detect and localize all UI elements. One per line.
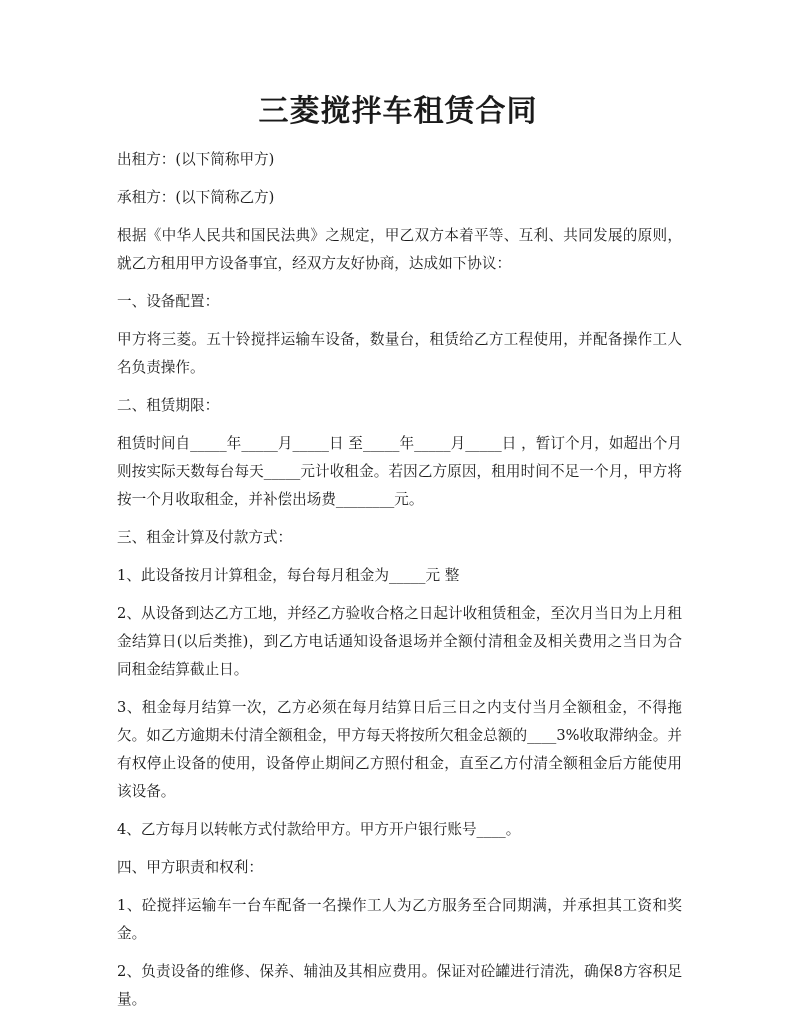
document-body [117,146,682,1024]
section-heading-term: 二、租赁期限： [117,397,220,414]
duty-clause-2: 2、负责设备的维修、保养、辅油及其相应费用。保证对砼罐进行清洗，确保8方容积足量。 [117,963,682,1008]
payment-clause-2: 2、从设备到达乙方工地，并经乙方验收合格之日起计收租赁租金，至次月当日为上月租金结算日(以后类推)，到乙方电话通知设备退场并全额付清租金及相关费用之当日为合同租金结算截止日。 [117,605,682,678]
preamble-paragraph: 根据《中华人民共和国民法典》之规定，甲乙双方本着平等、互利、共同发展的原则，就乙方租用甲方设备事宜，经双方友好协商，达成如下协议： [117,227,682,272]
section-heading-payment: 三、租金计算及付款方式： [117,529,293,546]
party-b-line: 承租方：(以下简称乙方) [117,189,275,206]
duty-clause-1: 1、砼搅拌运输车一台车配备一名操作工人为乙方服务至合同期满，并承担其工资和奖金。 [117,897,682,942]
party-a-line: 出租方：(以下简称甲方) [117,151,275,168]
section-heading-party-a-duties: 四、甲方职责和权利： [117,859,263,876]
section-heading-equipment: 一、设备配置： [117,293,220,310]
payment-clause-1: 1、此设备按月计算租金，每台每月租金为_____元 整 [117,567,460,584]
payment-clause-3: 3、租金每月结算一次，乙方必须在每月结算日后三日之内支付当月全额租金，不得拖欠。如乙方逾期未付清全额租金，甲方每天将按所欠租金总额的____3%收取滞纳金。并有权停止设备的使用，设备停止期间乙方照付租金，直至乙方付清全额租金后方能使用该设备。 [117,699,682,800]
document-title: 三菱搅拌车租赁合同 [258,94,538,129]
payment-clause-4: 4、乙方每月以转帐方式付款给甲方。甲方开户银行账号____。 [117,821,521,838]
term-paragraph: 租赁时间自_____年_____月_____日 至_____年_____月_____日 ，暂订个月，如超出个月则按实际天数每台每天_____元计收租金。若因乙方原因，租用时间不足一个月，甲方将按一个月收取租金，并补偿出场费________元。 [117,435,682,508]
equipment-paragraph: 甲方将三菱。五十铃搅拌运输车设备，数量台，租赁给乙方工程使用，并配备操作工人名负责操作。 [117,331,682,376]
